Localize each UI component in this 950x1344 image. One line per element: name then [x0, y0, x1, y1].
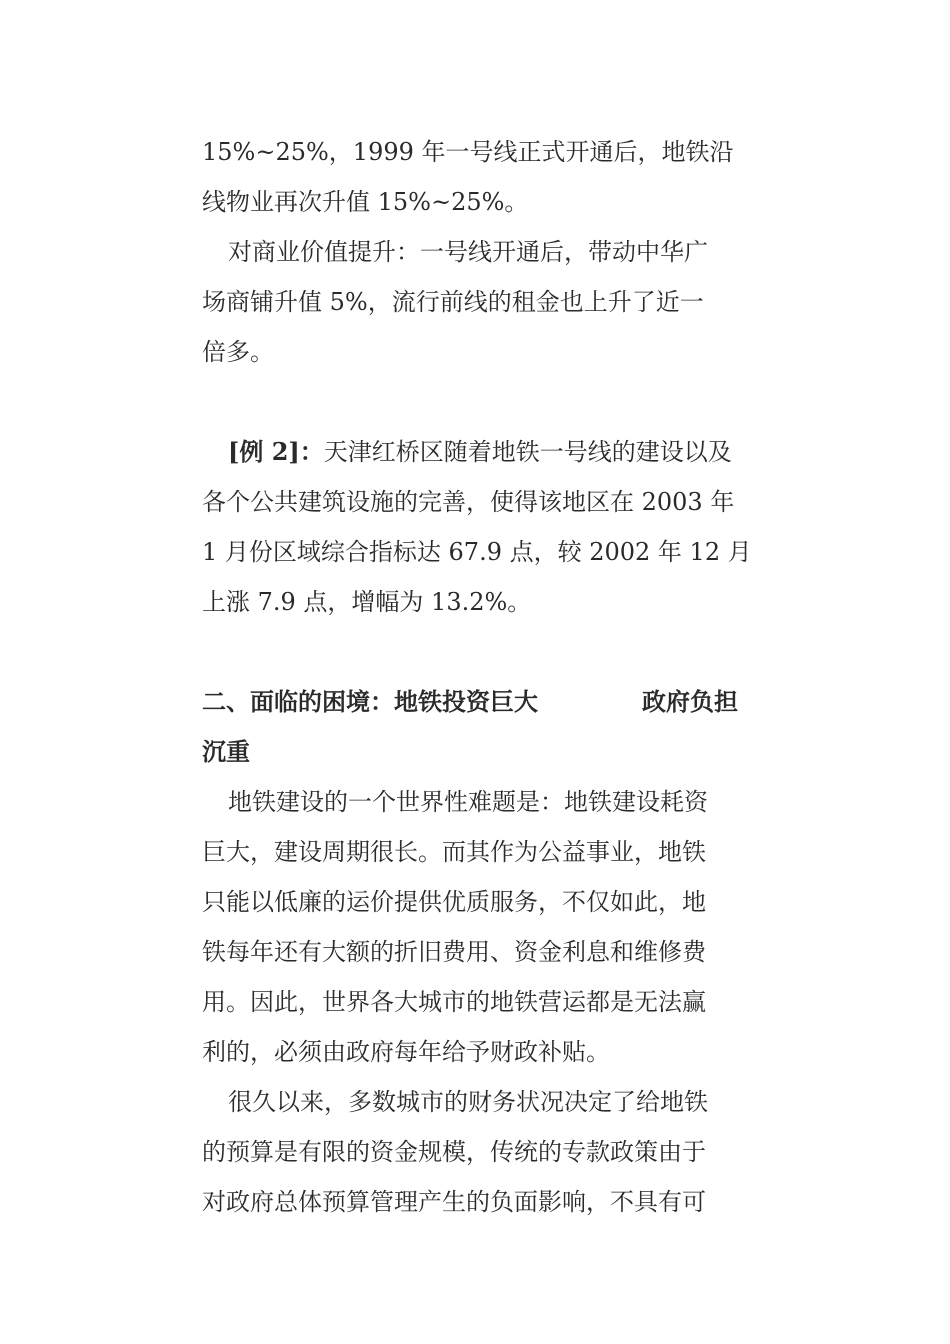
text-line: 很久以来，多数城市的财务状况决定了给地铁	[228, 1088, 708, 1116]
text-line: 各个公共建筑设施的完善，使得该地区在 2003 年	[202, 488, 735, 516]
paragraph-budget	[202, 1077, 750, 1227]
text-line: 铁每年还有大额的折旧费用、资金利息和维修费	[202, 938, 706, 966]
heading-part-1: 二、面临的困境：地铁投资巨大	[202, 687, 538, 716]
heading-line	[202, 677, 738, 727]
paragraph-investment-difficulty	[202, 777, 750, 1077]
text-line: 地铁建设的一个世界性难题是：地铁建设耗资	[228, 788, 708, 816]
text-line: 的预算是有限的资金规模，传统的专款政策由于	[202, 1138, 706, 1166]
heading-line: 沉重	[202, 737, 250, 766]
heading-part-2: 政府负担	[642, 687, 738, 716]
text-line: 利的，必须由政府每年给予财政补贴。	[202, 1038, 610, 1066]
text-line: 用。因此，世界各大城市的地铁营运都是无法赢	[202, 988, 706, 1016]
text-line: 巨大，建设周期很长。而其作为公益事业，地铁	[202, 838, 706, 866]
text-line: 场商铺升值 5%，流行前线的租金也上升了近一	[202, 288, 704, 316]
example-2-paragraph	[202, 427, 750, 627]
section-heading	[202, 677, 750, 777]
example-text: 天津红桥区随着地铁一号线的建设以及	[323, 438, 732, 466]
document-page	[202, 127, 750, 1227]
text-line: 上涨 7.9 点，增幅为 13.2%。	[202, 588, 532, 616]
text-line: 15%~25%，1999 年一号线正式开通后，地铁沿	[202, 138, 734, 166]
text-line: 倍多。	[202, 338, 274, 366]
text-line	[202, 427, 750, 477]
example-label: [例 2]：	[228, 437, 324, 466]
paragraph-spacer	[202, 627, 750, 677]
text-line: 只能以低廉的运价提供优质服务，不仅如此，地	[202, 888, 706, 916]
text-line: 1 月份区域综合指标达 67.9 点，较 2002 年 12 月	[202, 538, 752, 566]
text-line: 对商业价值提升：一号线开通后，带动中华广	[228, 238, 708, 266]
text-line: 对政府总体预算管理产生的负面影响，不具有可	[202, 1188, 706, 1216]
paragraph-property-value	[202, 127, 750, 227]
paragraph-spacer	[202, 377, 750, 427]
text-line: 线物业再次升值 15%~25%。	[202, 188, 529, 216]
paragraph-commercial-value	[202, 227, 750, 377]
